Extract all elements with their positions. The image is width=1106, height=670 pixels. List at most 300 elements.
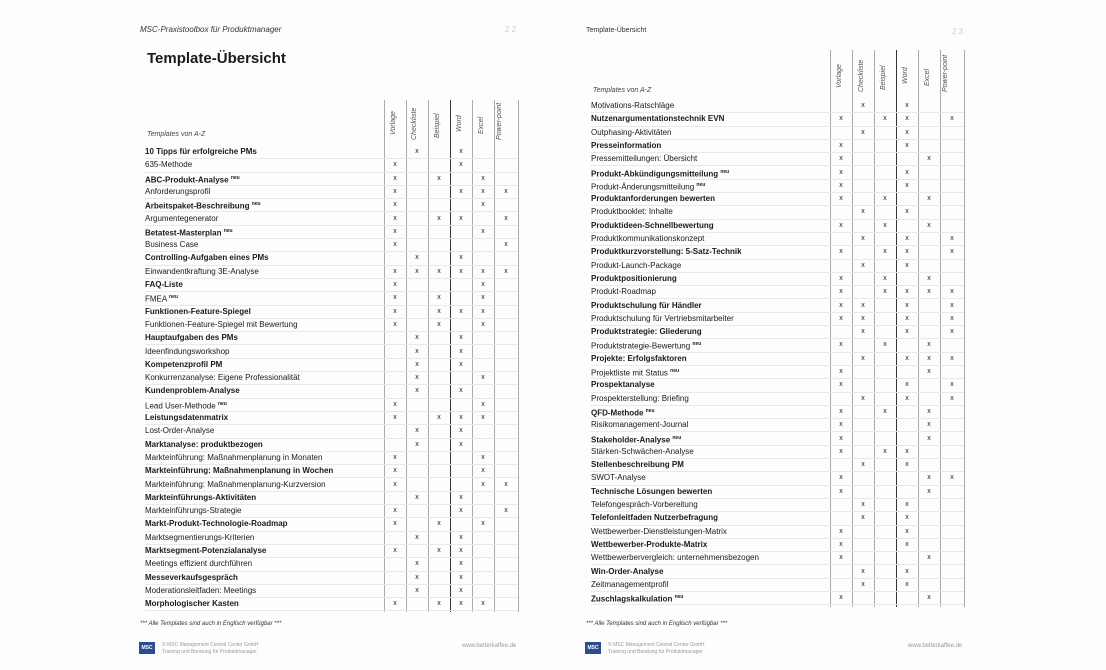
mark-cell: x bbox=[927, 221, 931, 229]
template-name-text: Zuschlagskalkulation bbox=[591, 594, 673, 604]
table-row bbox=[591, 591, 964, 605]
mark-cell: x bbox=[481, 201, 485, 209]
page-header: MSC-Praxistoolbox für Produktmanager bbox=[140, 25, 282, 34]
mark-cell: x bbox=[415, 573, 419, 581]
table-row bbox=[145, 597, 518, 611]
mark-cell: x bbox=[861, 328, 865, 336]
template-name-text: Markteinführung: Maßnahmenplanung in Wochen bbox=[145, 466, 334, 476]
msc-logo: MSC bbox=[585, 642, 601, 654]
table-row bbox=[591, 259, 964, 273]
template-name bbox=[145, 278, 183, 291]
footer-company bbox=[162, 642, 259, 656]
mark-cell: x bbox=[839, 168, 843, 176]
mark-cell: x bbox=[905, 181, 909, 189]
footer-company bbox=[608, 642, 705, 656]
mark-cell: x bbox=[905, 168, 909, 176]
template-name-text: Produkt-Änderungsmitteilung bbox=[591, 182, 695, 192]
table-row bbox=[145, 305, 518, 319]
mark-cell: x bbox=[883, 248, 887, 256]
template-name bbox=[591, 458, 684, 471]
mark-cell: x bbox=[437, 414, 441, 421]
mark-cell: x bbox=[839, 381, 843, 389]
table-row bbox=[145, 491, 518, 505]
mark-cell: x bbox=[861, 235, 865, 242]
mark-cell: x bbox=[504, 480, 508, 488]
mark-cell: x bbox=[393, 467, 397, 475]
mark-cell: x bbox=[839, 221, 843, 229]
table-row bbox=[591, 272, 964, 286]
mark-cell: x bbox=[905, 540, 909, 548]
mark-cell: x bbox=[861, 261, 865, 269]
mark-cell: x bbox=[393, 320, 397, 328]
template-name bbox=[145, 371, 300, 384]
template-name-text: Lead User-Methode bbox=[145, 401, 216, 411]
template-name-text: Morphologischer Kasten bbox=[145, 599, 239, 609]
table-row bbox=[591, 551, 964, 565]
table-row bbox=[591, 126, 964, 140]
column-header-beispiel: Beispiel bbox=[880, 65, 887, 90]
mark-cell: x bbox=[481, 600, 485, 608]
template-name bbox=[591, 325, 702, 338]
table-row bbox=[591, 471, 964, 485]
template-name bbox=[591, 99, 674, 112]
mark-cell: x bbox=[905, 527, 909, 535]
mark-cell: x bbox=[905, 235, 909, 242]
mark-cell: x bbox=[905, 141, 909, 149]
footer-company-tagline: Training und Beratung für Produktmanager bbox=[608, 649, 703, 655]
template-name bbox=[145, 305, 251, 318]
table-row bbox=[591, 245, 964, 259]
template-name bbox=[591, 378, 655, 391]
table-row bbox=[145, 212, 518, 226]
table-row bbox=[145, 371, 518, 385]
template-name-text: Wettbewerber-Produkte-Matrix bbox=[591, 539, 708, 549]
template-name-text: Produkt-Launch-Package bbox=[591, 260, 682, 270]
table-row bbox=[591, 445, 964, 459]
mark-cell: x bbox=[393, 507, 397, 515]
column-header-excel: Excel bbox=[478, 116, 485, 134]
template-name-text: Marktanalyse: produktbezogen bbox=[145, 439, 263, 449]
column-header-excel: Excel bbox=[924, 68, 931, 86]
mark-cell: x bbox=[459, 573, 463, 581]
mark-cell: x bbox=[393, 241, 397, 249]
template-name bbox=[591, 152, 697, 165]
mark-cell: x bbox=[437, 267, 441, 275]
template-name bbox=[145, 318, 298, 331]
template-name-text: Markteinführungs-Strategie bbox=[145, 506, 242, 516]
template-name-text: Prospektanalyse bbox=[591, 380, 655, 390]
mark-cell: x bbox=[459, 387, 463, 395]
mark-cell: x bbox=[393, 294, 397, 302]
mark-cell: x bbox=[927, 407, 931, 415]
template-name bbox=[591, 259, 681, 272]
table-row bbox=[591, 179, 964, 193]
mark-cell: x bbox=[481, 520, 485, 528]
mark-cell: x bbox=[927, 421, 931, 429]
template-name bbox=[591, 312, 734, 325]
table-row bbox=[591, 152, 964, 166]
mark-cell: x bbox=[459, 254, 463, 262]
mark-cell: x bbox=[927, 487, 931, 495]
table-row bbox=[591, 418, 964, 432]
mark-cell: x bbox=[437, 214, 441, 222]
mark-cell: x bbox=[459, 214, 463, 222]
mark-cell: x bbox=[481, 400, 485, 408]
mark-cell: x bbox=[415, 586, 419, 594]
mark-cell: x bbox=[861, 394, 865, 402]
mark-cell: x bbox=[481, 453, 485, 461]
mark-cell: x bbox=[415, 334, 419, 342]
footer-url: www.betterkaffee.de bbox=[908, 643, 963, 649]
mark-cell: x bbox=[883, 221, 887, 229]
mark-cell: x bbox=[839, 141, 843, 149]
mark-cell: x bbox=[883, 274, 887, 282]
template-name-text: Stärken-Schwächen-Analyse bbox=[591, 446, 694, 456]
table-row bbox=[591, 232, 964, 246]
table-row bbox=[591, 205, 964, 219]
templates-az-label: Templates von A-Z bbox=[147, 131, 206, 138]
mark-cell: x bbox=[393, 307, 397, 315]
table-row bbox=[591, 312, 964, 326]
english-note: *** Alle Templates sind auch in Englisch verfügbar *** bbox=[140, 621, 282, 627]
template-name-text: Stakeholder-Analyse bbox=[591, 435, 671, 445]
mark-cell: x bbox=[393, 174, 397, 182]
template-name-text: Meetings effizient durchführen bbox=[145, 559, 253, 569]
template-name-text: FAQ-Liste bbox=[145, 280, 183, 289]
template-name bbox=[591, 232, 704, 245]
template-name bbox=[591, 272, 677, 285]
mark-cell: x bbox=[905, 567, 909, 575]
mark-cell: x bbox=[950, 474, 954, 482]
template-name bbox=[145, 597, 239, 610]
template-name bbox=[591, 139, 661, 152]
mark-cell: x bbox=[393, 227, 397, 235]
template-name-text: SWOT-Analyse bbox=[591, 473, 646, 483]
table-row bbox=[591, 299, 964, 313]
table-row bbox=[145, 291, 518, 305]
mark-cell: x bbox=[415, 387, 419, 395]
template-name-text: Wettbewerber-Dienstleistungen-Matrix bbox=[591, 526, 727, 536]
mark-cell: x bbox=[839, 314, 843, 322]
mark-cell: x bbox=[839, 434, 843, 442]
new-badge: neu bbox=[720, 168, 730, 175]
table-row bbox=[591, 498, 964, 512]
template-name-text: ABC-Produkt-Analyse bbox=[145, 175, 229, 185]
mark-cell: x bbox=[459, 600, 463, 608]
table-row bbox=[591, 485, 964, 499]
template-name-text: Funktionen-Feature-Spiegel bbox=[145, 306, 251, 316]
template-name bbox=[591, 551, 759, 564]
mark-cell: x bbox=[839, 407, 843, 415]
template-name bbox=[591, 418, 688, 431]
table-row bbox=[591, 578, 964, 592]
table-row bbox=[591, 458, 964, 472]
new-badge: neu bbox=[672, 434, 682, 441]
table-row bbox=[591, 432, 964, 446]
mark-cell: x bbox=[950, 301, 954, 309]
mark-cell: x bbox=[905, 328, 909, 336]
mark-cell: x bbox=[504, 507, 508, 515]
mark-cell: x bbox=[415, 560, 419, 568]
mark-cell: x bbox=[839, 487, 843, 495]
mark-cell: x bbox=[504, 187, 508, 195]
template-name bbox=[145, 384, 240, 397]
template-name bbox=[145, 464, 333, 477]
mark-cell: x bbox=[481, 174, 485, 182]
mark-cell: x bbox=[861, 514, 865, 522]
template-name bbox=[145, 158, 192, 171]
mark-cell: x bbox=[905, 314, 909, 322]
new-badge: neu bbox=[230, 174, 240, 181]
template-name-text: Leistungsdatenmatrix bbox=[145, 413, 229, 422]
table-row bbox=[145, 145, 518, 159]
mark-cell: x bbox=[459, 493, 463, 501]
mark-cell: x bbox=[927, 368, 931, 375]
mark-cell: x bbox=[927, 554, 931, 562]
template-name bbox=[591, 565, 663, 578]
mark-cell: x bbox=[905, 208, 909, 216]
mark-cell: x bbox=[839, 115, 843, 123]
mark-cell: x bbox=[459, 307, 463, 315]
mark-cell: x bbox=[905, 288, 909, 296]
mark-cell: x bbox=[905, 248, 909, 256]
footer-url: www.betterkaffee.de bbox=[462, 643, 517, 649]
template-name-text: Pressemitteilungen: Übersicht bbox=[591, 154, 698, 164]
table-row bbox=[145, 198, 518, 212]
column-header-checkliste: Checkliste bbox=[858, 59, 865, 92]
mark-cell: x bbox=[481, 467, 485, 475]
template-name-text: Ideenfindungsworkshop bbox=[145, 346, 230, 356]
table-row bbox=[591, 352, 964, 366]
template-name-text: Produktkommunikationskonzept bbox=[591, 234, 705, 243]
mark-cell: x bbox=[459, 267, 463, 275]
template-name bbox=[145, 544, 266, 557]
mark-cell: x bbox=[950, 381, 954, 389]
mark-cell: x bbox=[883, 195, 887, 203]
template-name-text: Controlling-Aufgaben eines PMs bbox=[145, 253, 269, 263]
template-name-text: Produktbooklet: Inhalte bbox=[591, 207, 673, 217]
table-row bbox=[145, 345, 518, 359]
mark-cell: x bbox=[437, 547, 441, 554]
mark-cell: x bbox=[905, 394, 909, 402]
mark-cell: x bbox=[393, 281, 397, 288]
mark-cell: x bbox=[950, 394, 954, 402]
template-name bbox=[591, 591, 683, 606]
template-name bbox=[591, 245, 742, 258]
mark-cell: x bbox=[393, 480, 397, 488]
mark-cell: x bbox=[861, 128, 865, 136]
mark-cell: x bbox=[905, 514, 909, 522]
mark-cell: x bbox=[861, 580, 865, 588]
table-row bbox=[591, 511, 964, 525]
template-name-text: 10 Tipps für erfolgreiche PMs bbox=[145, 147, 257, 156]
table-row bbox=[145, 424, 518, 438]
mark-cell: x bbox=[415, 254, 419, 262]
table-row bbox=[591, 99, 964, 113]
template-name-text: Produkt-Roadmap bbox=[591, 287, 656, 297]
mark-cell: x bbox=[927, 195, 931, 203]
mark-cell: x bbox=[839, 447, 843, 455]
mark-cell: x bbox=[481, 414, 485, 421]
new-badge: neu bbox=[645, 407, 655, 414]
mark-cell: x bbox=[839, 248, 843, 256]
mark-cell: x bbox=[905, 261, 909, 269]
mark-cell: x bbox=[415, 360, 419, 368]
column-header-powerpoint: Power-point bbox=[942, 54, 949, 92]
templates-az-label: Templates von A-Z bbox=[593, 87, 652, 94]
mark-cell: x bbox=[459, 187, 463, 195]
template-name bbox=[591, 219, 714, 232]
template-name-text: Marktsegment-Potenzialanalyse bbox=[145, 546, 267, 555]
mark-cell: x bbox=[839, 540, 843, 548]
template-name-text: Produktstrategie-Bewertung bbox=[591, 342, 691, 352]
mark-cell: x bbox=[883, 407, 887, 415]
mark-cell: x bbox=[950, 235, 954, 242]
template-name bbox=[145, 265, 259, 278]
right-page bbox=[553, 0, 1106, 670]
template-name-text: Kompetenzprofil PM bbox=[145, 359, 223, 369]
table-row bbox=[145, 517, 518, 531]
table-row bbox=[145, 172, 518, 186]
mark-cell: x bbox=[459, 427, 463, 435]
mark-cell: x bbox=[459, 334, 463, 342]
mark-cell: x bbox=[927, 274, 931, 282]
mark-cell: x bbox=[481, 320, 485, 328]
template-name-text: Marktsegmentierungs-Kriterien bbox=[145, 532, 255, 542]
template-name-text: Arbeitspaket-Beschreibung bbox=[145, 201, 250, 211]
footer-company-line: © MSC Management Central Center GmbH bbox=[608, 642, 705, 648]
template-name bbox=[591, 538, 707, 551]
msc-logo: MSC bbox=[139, 642, 155, 654]
template-name-text: Prospekterstellung: Briefing bbox=[591, 393, 689, 403]
mark-cell: x bbox=[839, 288, 843, 296]
new-badge: neu bbox=[674, 594, 684, 601]
template-name bbox=[591, 126, 672, 139]
template-name bbox=[145, 411, 228, 424]
mark-cell: x bbox=[927, 288, 931, 296]
mark-cell: x bbox=[905, 461, 909, 469]
mark-cell: x bbox=[905, 102, 909, 109]
table-row bbox=[145, 265, 518, 279]
template-name bbox=[591, 392, 689, 405]
mark-cell: x bbox=[393, 520, 397, 528]
table-row bbox=[145, 158, 518, 172]
table-row bbox=[145, 451, 518, 465]
mark-cell: x bbox=[861, 208, 865, 216]
template-name-text: Produktpositionierung bbox=[591, 273, 677, 283]
template-name bbox=[145, 212, 218, 225]
mark-cell: x bbox=[883, 288, 887, 296]
mark-cell: x bbox=[459, 547, 463, 554]
mark-cell: x bbox=[481, 227, 485, 235]
template-name-text: Presseinformation bbox=[591, 140, 662, 150]
column-header-word: Word bbox=[902, 67, 909, 84]
mark-cell: x bbox=[905, 580, 909, 588]
table-row bbox=[145, 278, 518, 292]
table-row bbox=[591, 285, 964, 299]
template-name-text: Produktstrategie: Gliederung bbox=[591, 327, 702, 337]
template-name-text: Produktschulung für Händler bbox=[591, 300, 702, 310]
new-badge: neu bbox=[692, 341, 702, 348]
mark-cell: x bbox=[861, 354, 865, 362]
footer-company-line: © MSC Management Central Center GmbH bbox=[162, 642, 259, 648]
table-row bbox=[145, 531, 518, 545]
column-header-checkliste: Checkliste bbox=[411, 107, 418, 140]
mark-cell: x bbox=[459, 440, 463, 448]
template-name bbox=[591, 285, 656, 298]
mark-cell: x bbox=[839, 195, 843, 203]
column-header-vorlage: Vorlage bbox=[836, 64, 843, 88]
mark-cell: x bbox=[905, 447, 909, 455]
table-row bbox=[145, 464, 518, 478]
template-name-text: Zeitmanagementprofil bbox=[591, 579, 669, 589]
footer-company-tagline: Training und Beratung für Produktmanager bbox=[162, 649, 257, 655]
mark-cell: x bbox=[459, 148, 463, 155]
template-name-text: Win-Order-Analyse bbox=[591, 566, 664, 576]
template-name bbox=[145, 584, 256, 597]
template-name bbox=[145, 145, 257, 158]
mark-cell: x bbox=[905, 501, 909, 508]
table-row bbox=[591, 219, 964, 233]
template-name bbox=[145, 571, 238, 584]
template-name bbox=[145, 358, 222, 371]
template-name bbox=[145, 331, 238, 344]
mark-cell: x bbox=[905, 354, 909, 362]
mark-cell: x bbox=[839, 181, 843, 189]
template-name-text: Produktkurzvorstellung: 5-Satz-Technik bbox=[591, 247, 742, 257]
mark-cell: x bbox=[950, 115, 954, 123]
mark-cell: x bbox=[504, 267, 508, 275]
template-name-text: FMEA bbox=[145, 294, 167, 304]
table-row bbox=[591, 538, 964, 552]
mark-cell: x bbox=[459, 161, 463, 169]
table-row bbox=[145, 557, 518, 571]
mark-cell: x bbox=[905, 115, 909, 123]
mark-cell: x bbox=[927, 354, 931, 362]
mark-cell: x bbox=[459, 560, 463, 568]
table-row bbox=[591, 112, 964, 126]
table-row bbox=[591, 192, 964, 206]
page-number: 2 3 bbox=[952, 27, 964, 36]
template-name bbox=[145, 238, 198, 251]
template-name bbox=[591, 205, 673, 218]
mark-cell: x bbox=[839, 368, 843, 375]
template-name bbox=[145, 251, 269, 264]
mark-cell: x bbox=[927, 341, 931, 349]
mark-cell: x bbox=[883, 447, 887, 455]
mark-cell: x bbox=[393, 547, 397, 554]
new-badge: neu bbox=[169, 294, 178, 301]
mark-cell: x bbox=[393, 161, 397, 169]
template-name-text: Anforderungsprofil bbox=[145, 186, 211, 196]
template-name-text: Projektliste mit Status bbox=[591, 368, 668, 378]
table-row bbox=[145, 238, 518, 252]
template-name-text: 635-Methode bbox=[145, 160, 193, 170]
template-name-text: Markteinführung: Maßnahmenplanung-Kurzversion bbox=[145, 479, 326, 489]
mark-cell: x bbox=[950, 248, 954, 256]
template-name bbox=[145, 451, 322, 464]
mark-cell: x bbox=[905, 128, 909, 136]
mark-cell: x bbox=[481, 480, 485, 488]
template-name bbox=[591, 578, 668, 591]
mark-cell: x bbox=[481, 281, 485, 288]
mark-cell: x bbox=[927, 434, 931, 442]
template-name bbox=[145, 504, 242, 517]
mark-cell: x bbox=[861, 567, 865, 575]
mark-cell: x bbox=[437, 174, 441, 182]
template-name bbox=[591, 525, 727, 538]
table-row bbox=[145, 584, 518, 598]
